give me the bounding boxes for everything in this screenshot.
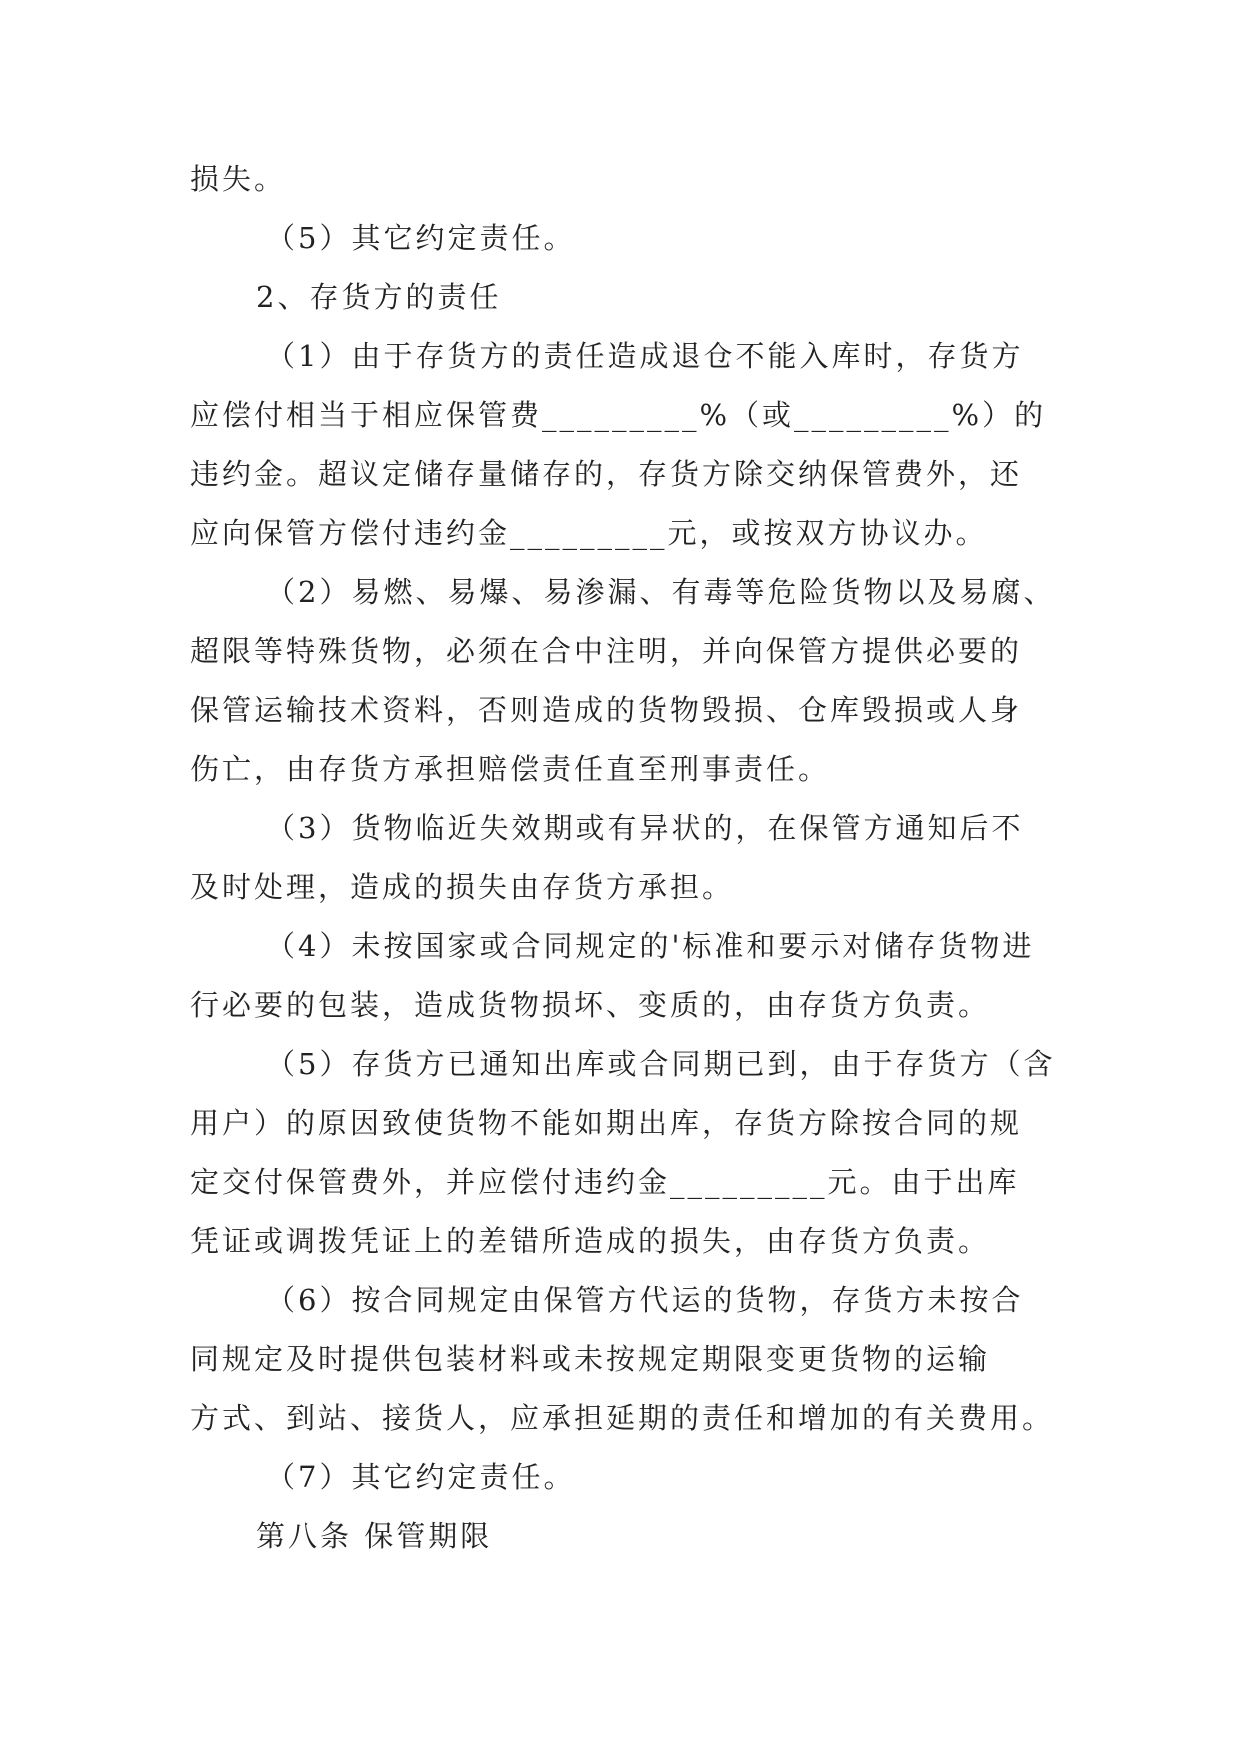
paragraph-line: 伤亡，由存货方承担赔偿责任直至刑事责任。 <box>190 752 831 786</box>
document-body <box>190 150 1070 1566</box>
paragraph-line: 保管运输技术资料，否则造成的货物毁损、仓库毁损或人身 <box>190 693 1023 727</box>
paragraph-line: （5）存货方已通知出库或合同期已到，由于存货方（含 <box>266 1047 1056 1081</box>
paragraph-line: （7）其它约定责任。 <box>266 1460 576 1494</box>
article-heading: 第八条 保管期限 <box>256 1519 493 1553</box>
paragraph-line: （5）其它约定责任。 <box>266 221 576 255</box>
paragraph-line: （3）货物临近失效期或有异状的，在保管方通知后不 <box>266 811 1024 845</box>
section-heading: 2、存货方的责任 <box>256 280 502 314</box>
paragraph-line: 违约金。超议定储存量储存的，存货方除交纳保管费外，还 <box>190 457 1023 491</box>
paragraph-line: （2）易燃、易爆、易渗漏、有毒等危险货物以及易腐、 <box>266 575 1056 609</box>
paragraph-line: （1）由于存货方的责任造成退仓不能入库时，存货方 <box>266 339 1024 373</box>
paragraph-line: 定交付保管费外，并应偿付违约金_________元。由于出库 <box>190 1165 1020 1199</box>
paragraph-line: 超限等特殊货物，必须在合中注明，并向保管方提供必要的 <box>190 634 1023 668</box>
paragraph-line: 同规定及时提供包装材料或未按规定期限变更货物的运输 <box>190 1342 991 1376</box>
paragraph-line: （6）按合同规定由保管方代运的货物，存货方未按合 <box>266 1283 1024 1317</box>
paragraph-line: 及时处理，造成的损失由存货方承担。 <box>190 870 735 904</box>
paragraph-line: 凭证或调拨凭证上的差错所造成的损失，由存货方负责。 <box>190 1224 991 1258</box>
paragraph-line: 行必要的包装，造成货物损坏、变质的，由存货方负责。 <box>190 988 991 1022</box>
paragraph-line: 应向保管方偿付违约金_________元，或按双方协议办。 <box>190 516 988 550</box>
paragraph-line: （4）未按国家或合同规定的'标准和要示对储存货物进 <box>266 929 1035 963</box>
paragraph-line: 方式、到站、接货人，应承担延期的责任和增加的有关费用。 <box>190 1401 1055 1435</box>
paragraph-line: 用户）的原因致使货物不能如期出库，存货方除按合同的规 <box>190 1106 1023 1140</box>
paragraph-line: 损失。 <box>190 162 287 196</box>
paragraph-line: 应偿付相当于相应保管费_________%（或_________%）的 <box>190 398 1047 432</box>
